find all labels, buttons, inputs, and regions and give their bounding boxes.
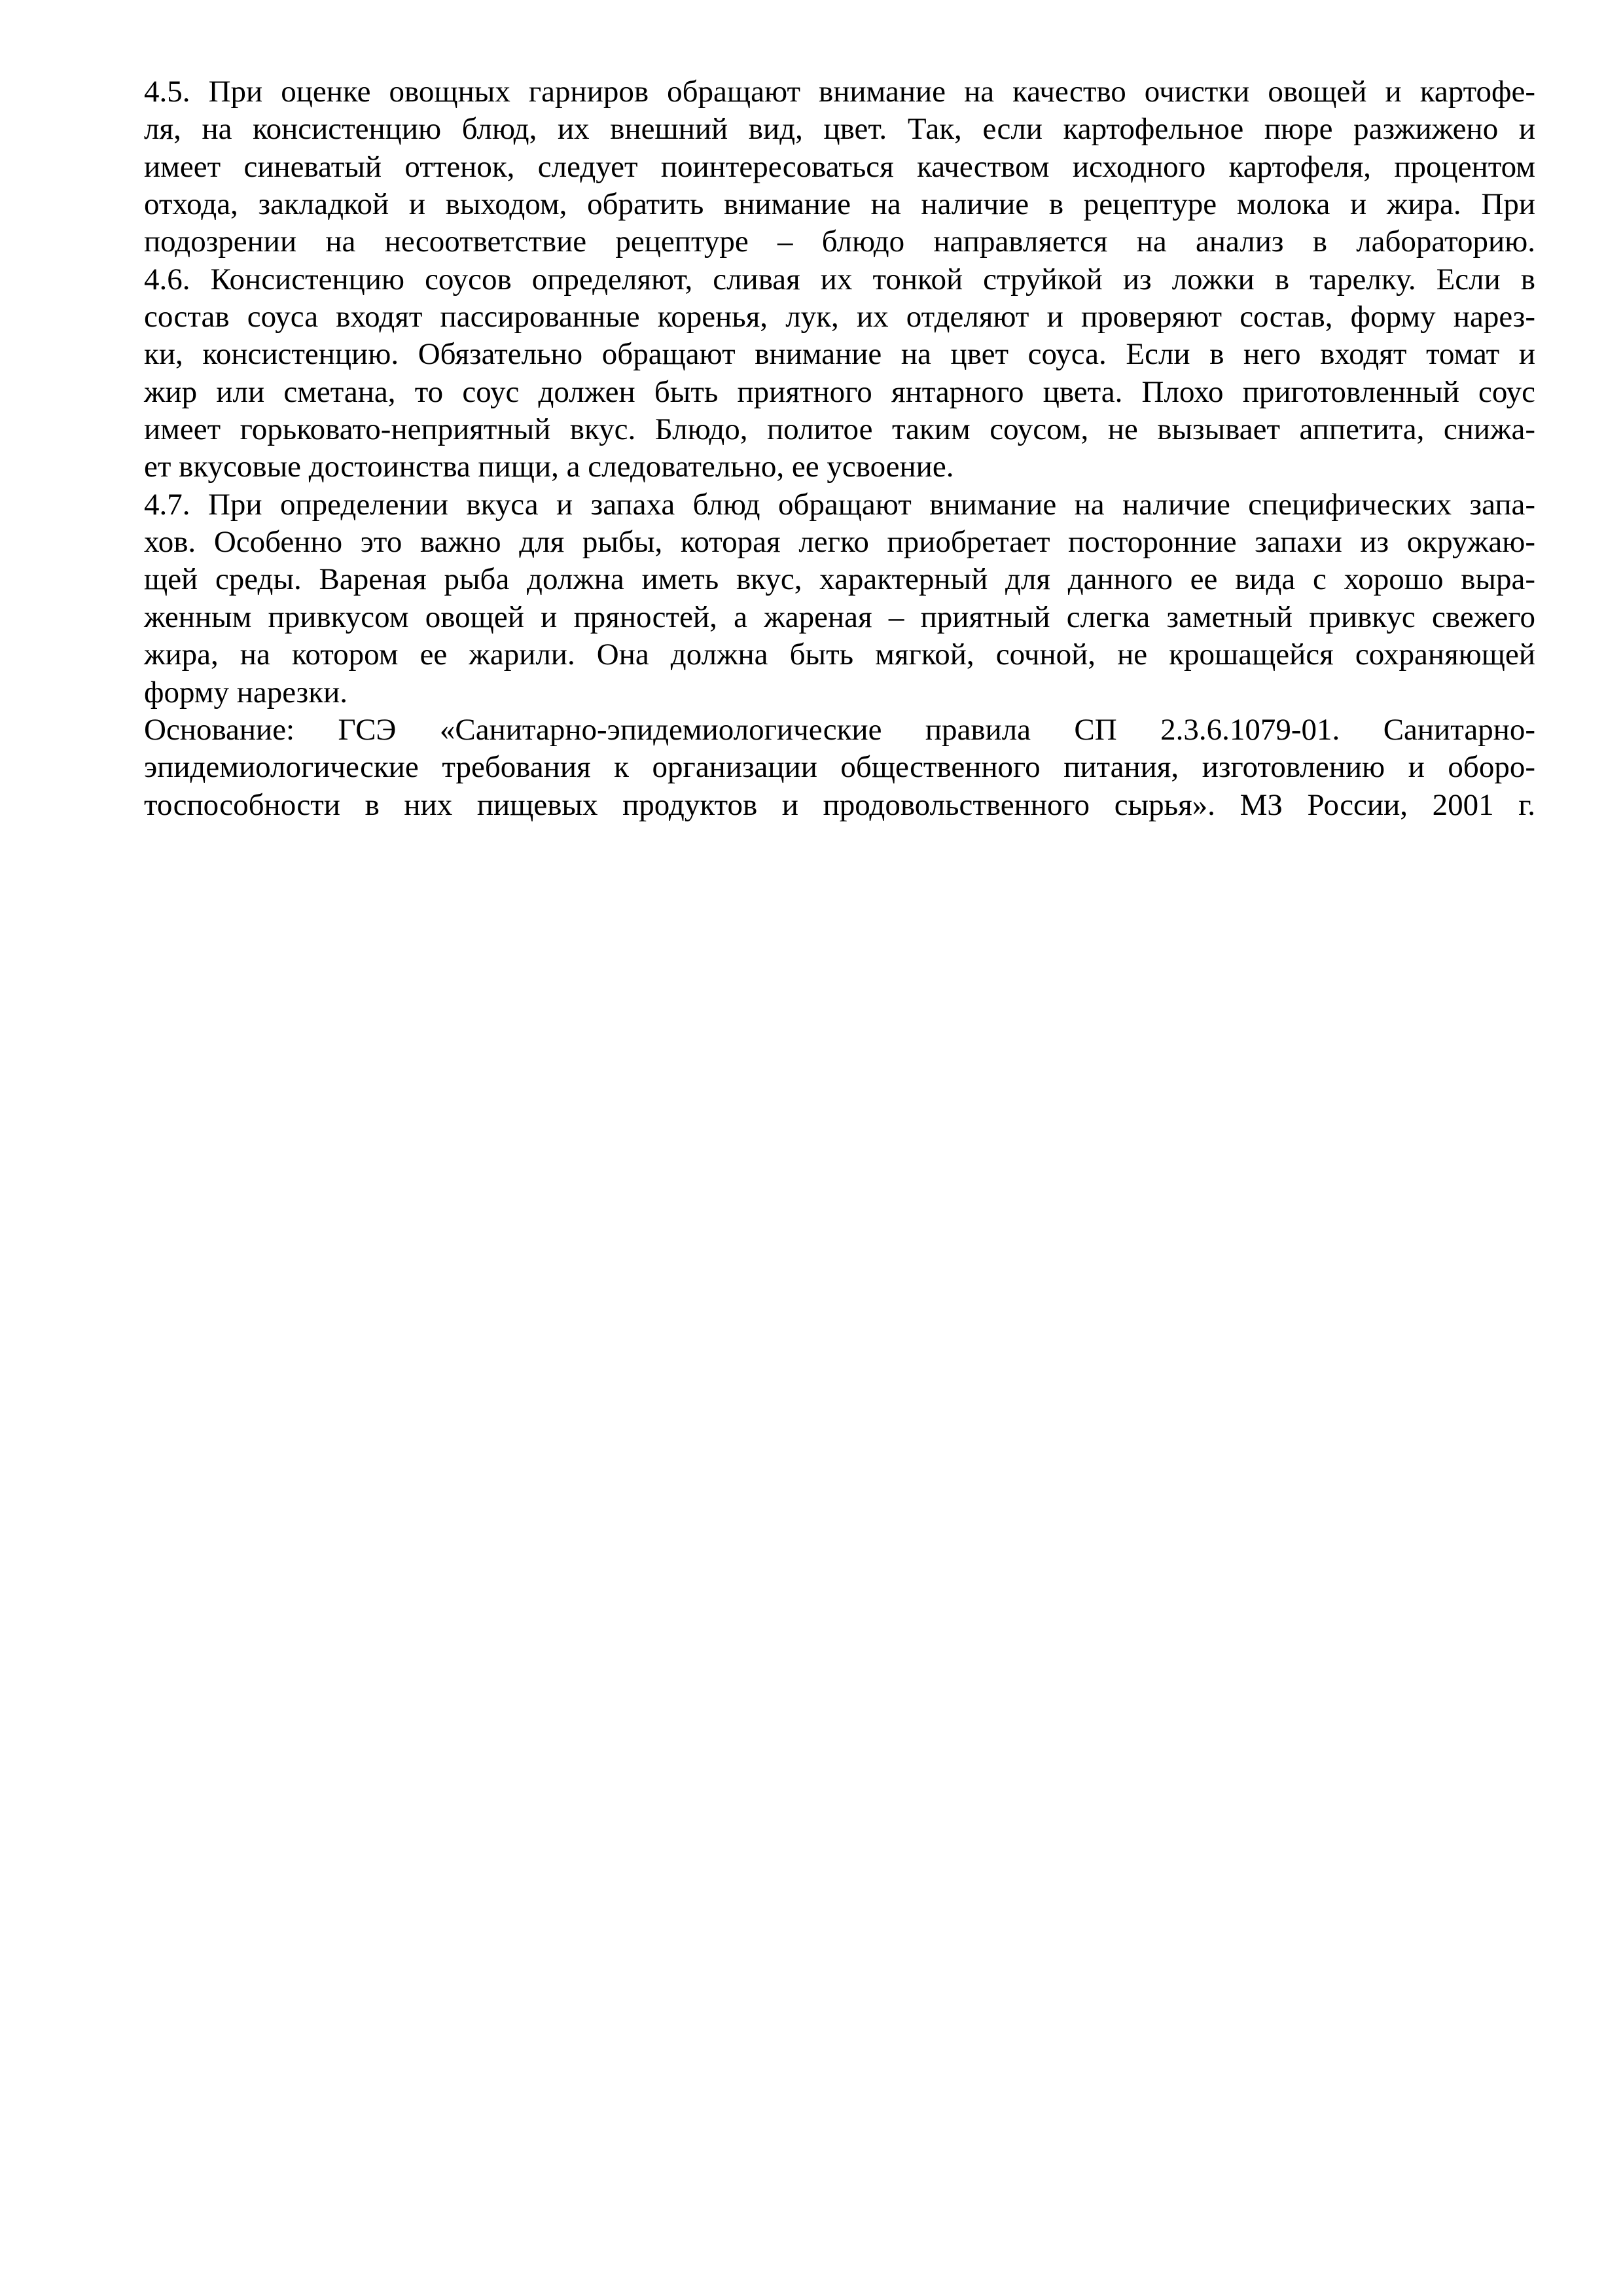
text-line: 4.7. При определении вкуса и запаха блюд обращают внимание на наличие специфических запа- bbox=[144, 487, 1535, 522]
document-text-block bbox=[144, 73, 1535, 824]
text-line: ля, на консистенцию блюд, их внешний вид, цвет. Так, если картофельное пюре разжижено и bbox=[144, 112, 1535, 147]
text-line: ет вкусовые достоинства пищи, а следовательно, ее усвоение. bbox=[144, 450, 954, 484]
text-line: ки, консистенцию. Обязательно обращают внимание на цвет соуса. Если в него входят томат и bbox=[144, 337, 1535, 372]
text-line: имеет горьковато-неприятный вкус. Блюдо, политое таким соусом, не вызывает аппетита, снижа- bbox=[144, 412, 1535, 447]
text-line: Основание: ГСЭ «Санитарно-эпидемиологические правила СП 2.3.6.1079-01. Санитарно- bbox=[144, 712, 1535, 747]
text-line: хов. Особенно это важно для рыбы, которая легко приобретает посторонние запахи из окружаю- bbox=[144, 525, 1535, 560]
text-line: отхода, закладкой и выходом, обратить внимание на наличие в рецептуре молока и жира. При bbox=[144, 187, 1535, 222]
text-line: жира, на котором ее жарили. Она должна быть мягкой, сочной, не крошащейся сохраняющей bbox=[144, 637, 1535, 672]
text-line: щей среды. Вареная рыба должна иметь вкус, характерный для данного ее вида с хорошо выра- bbox=[144, 562, 1535, 597]
text-line: женным привкусом овощей и пряностей, а жареная – приятный слегка заметный привкус свежего bbox=[144, 600, 1535, 634]
text-line: тоспособности в них пищевых продуктов и продовольственного сырья». МЗ России, 2001 г. bbox=[144, 787, 1535, 822]
text-line: жир или сметана, то соус должен быть приятного янтарного цвета. Плохо приготовленный соус bbox=[144, 374, 1535, 409]
text-line: эпидемиологические требования к организации общественного питания, изготовлению и оборо- bbox=[144, 750, 1535, 785]
text-line: имеет синеватый оттенок, следует поинтересоваться качеством исходного картофеля, процентом bbox=[144, 149, 1535, 184]
text-line: состав соуса входят пассированные коренья, лук, их отделяют и проверяют состав, форму нарез- bbox=[144, 300, 1535, 334]
text-line: форму нарезки. bbox=[144, 675, 348, 709]
text-line: 4.6. Консистенцию соусов определяют, сливая их тонкой струйкой из ложки в тарелку. Если в bbox=[144, 262, 1535, 296]
text-line: подозрении на несоответствие рецептуре – блюдо направляется на анализ в лабораторию. bbox=[144, 224, 1535, 259]
text-line: 4.5. При оценке овощных гарниров обращают внимание на качество очистки овощей и картофе- bbox=[144, 75, 1535, 109]
